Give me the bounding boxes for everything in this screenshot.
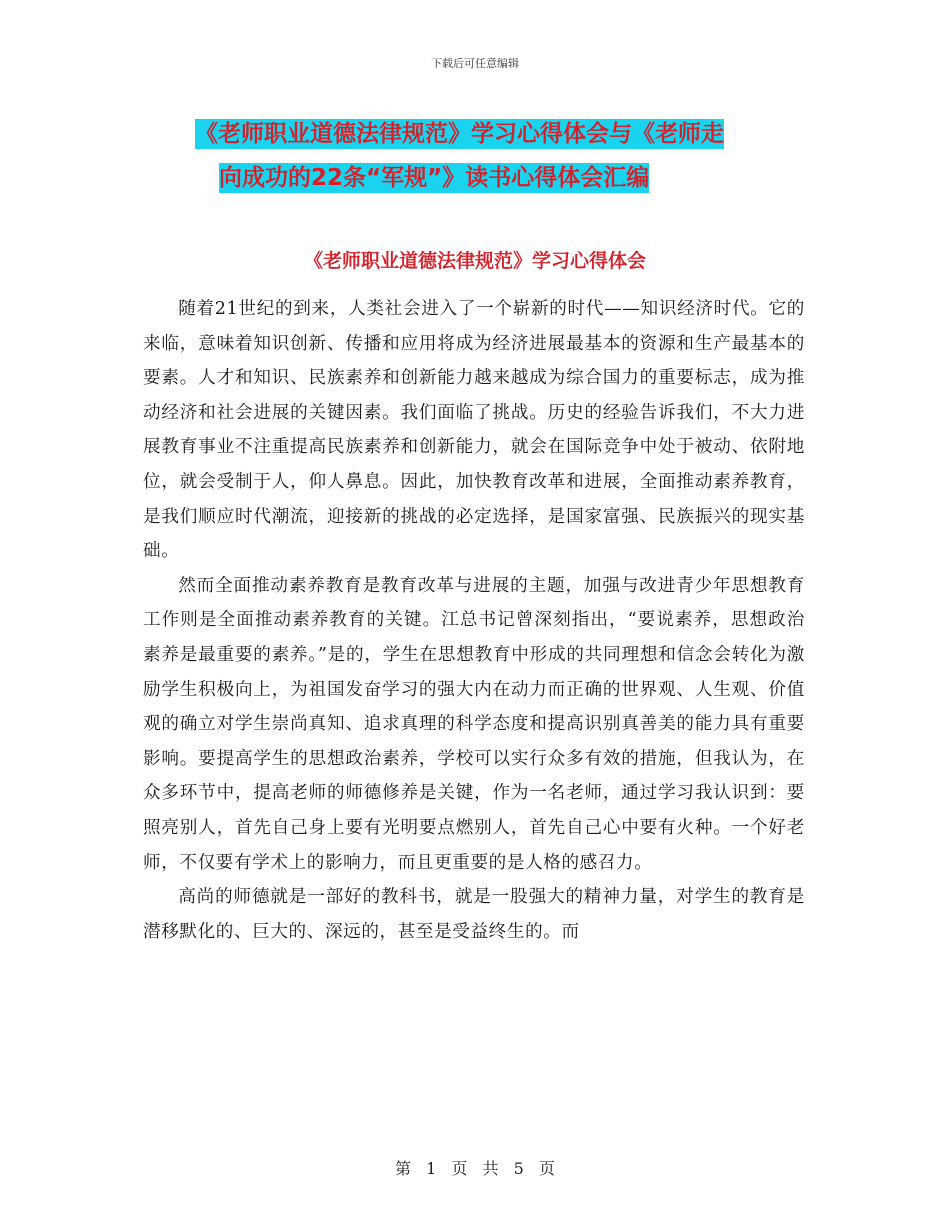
page-unit: 页 xyxy=(451,1159,468,1178)
document-title-line-1: 《老师职业道德法律规范》学习心得体会与《老师走 xyxy=(195,121,724,147)
body-text xyxy=(143,292,805,949)
page-footer xyxy=(0,1156,950,1179)
total-label: 共 xyxy=(482,1159,499,1178)
paragraph: 然而全面推动素养教育是教育改革与进展的主题，加强与改进青少年思想教育工作则是全面推动素养教育的关键。江总书记曾深刻指出，“要说素养，思想政治素养是最重要的素养。”是的，学生在思想教育中形成的共同理想和信念会转化为激励学生积极向上，为祖国发奋学习的强大内在动力而正确的世界观、人生观、价值观的确立对学生崇尚真知、追求真理的科学态度和提高识别真善美的能力具有重要影响。要提高学生的思想政治素养，学校可以实行众多有效的措施，但我认为，在众多环节中，提高老师的师德修养是关键，作为一名老师，通过学习我认识到：要照亮别人，首先自己身上要有光明要点燃别人，首先自己心中要有火种。一个好老师，不仅要有学术上的影响力，而且更重要的是人格的感召力。 xyxy=(143,575,805,873)
current-page-number: 1 xyxy=(426,1159,437,1178)
document-title-line-2: 向成功的22条“军规”》读书心得体会汇编 xyxy=(219,165,650,191)
document-title xyxy=(195,112,815,200)
header-note: 下载后可任意编辑 xyxy=(431,57,519,70)
paragraph: 随着21世纪的到来，人类社会进入了一个崭新的时代——知识经济时代。它的来临，意味着知识创新、传播和应用将成为经济进展最基本的资源和生产最基本的要素。人才和知识、民族素养和创新能力越来越成为综合国力的重要标志，成为推动经济和社会进展的关键因素。我们面临了挑战。历史的经验告诉我们，不大力进展教育事业不注重提高民族素养和创新能力，就会在国际竞争中处于被动、依附地位，就会受制于人，仰人鼻息。因此，加快教育改革和进展，全面推动素养教育，是我们顺应时代潮流，迎接新的挑战的必定选择，是国家富强、民族振兴的现实基础。 xyxy=(143,299,805,562)
total-pages-number: 5 xyxy=(513,1159,524,1178)
total-unit: 页 xyxy=(538,1159,555,1178)
page-label: 第 xyxy=(395,1159,412,1178)
section-heading: 《老师职业道德法律规范》学习心得体会 xyxy=(303,250,646,272)
paragraph: 高尚的师德就是一部好的教科书，就是一股强大的精神力量，对学生的教育是潜移默化的、巨大的、深远的，甚至是受益终生的。而 xyxy=(143,887,805,942)
